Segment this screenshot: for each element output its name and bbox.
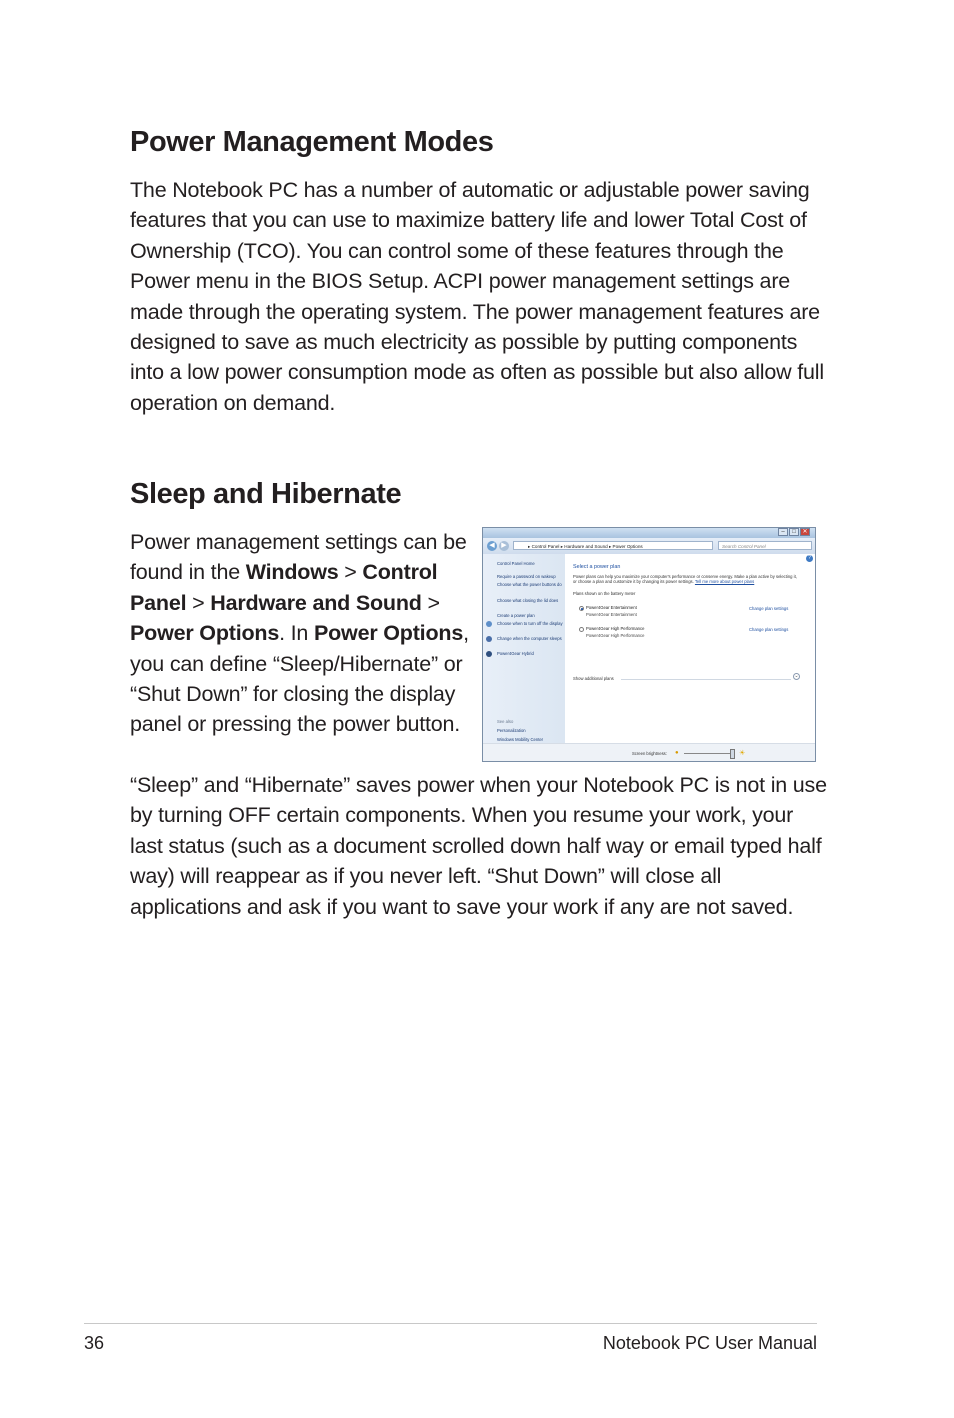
minimize-button[interactable]: – — [778, 528, 788, 536]
path-power-options: Power Options — [130, 621, 280, 646]
path-hardware-sound: Hardware and Sound — [210, 590, 422, 615]
sidebar-item-require-password[interactable]: Require a password on wakeup — [497, 574, 556, 579]
page-title: Select a power plan — [573, 564, 621, 570]
sidebar-item-computer-sleeps[interactable]: Change when the computer sleeps — [497, 636, 562, 641]
divider — [621, 679, 791, 680]
see-also-mobility-center[interactable]: Windows Mobility Center — [497, 737, 544, 742]
change-plan-settings-link[interactable]: Change plan settings — [749, 627, 789, 632]
path-control-panel: Control Panel — [130, 560, 438, 615]
sidebar — [483, 554, 565, 762]
sidebar-item-closing-lid[interactable]: Choose what closing the lid does — [497, 598, 559, 603]
plan-desc-entertainment: Power4Gear Entertainment — [586, 612, 637, 617]
plan-desc-high-performance: Power4Gear High Performance — [586, 633, 645, 638]
back-icon[interactable]: ◀ — [487, 541, 497, 551]
show-additional-plans[interactable]: Show additional plans — [573, 676, 614, 681]
sidebar-item-turn-off-display[interactable]: Choose when to turn off the display — [497, 621, 563, 626]
sleep-intro-paragraph: Power management settings can be found in the Windows > Control Panel > Hardware and Sound > Power Options. In Power Options, you can define “Sleep/Hibernate” or “Shut Down” for closing the display panel or pressing the power button. — [130, 530, 469, 737]
sleep-hibernate-body: “Sleep” and “Hibernate” saves power when your Notebook PC is not in use by turning OFF certain components. When you resume your work, your last status (such as a document scrolled down half way or email typed half way) will reappear as if you never left. “Shut Down” will close all applications and ask if you want to save your work if any are not saved. — [130, 773, 827, 919]
main-panel — [565, 554, 816, 762]
plans-group-label: Plans shown on the battery meter — [573, 591, 636, 596]
address-bar-area — [483, 538, 815, 554]
display-icon — [486, 621, 492, 627]
plan-radio-high-performance[interactable] — [579, 627, 584, 632]
brightness-low-icon: ● — [675, 750, 679, 756]
window-titlebar — [483, 528, 815, 538]
footer-divider — [84, 1323, 817, 1324]
close-button[interactable]: ✕ — [800, 528, 810, 536]
footer-title: Notebook PC User Manual — [602, 1333, 817, 1353]
change-plan-settings-link[interactable]: Change plan settings — [749, 606, 789, 611]
brightness-bar — [483, 743, 815, 762]
plan-name-high-performance: Power4Gear High Performance — [586, 626, 645, 631]
plan-description: Power plans can help you maximize your computer's performance or conserve energy. Make a plan active by selecting it, or choose a plan and customize it by changing its power settings. Tell me more about power plans — [573, 574, 797, 584]
sleep-icon — [486, 636, 492, 642]
sidebar-item-power-buttons[interactable]: Choose what the power buttons do — [497, 582, 562, 587]
learn-more-link[interactable]: Tell me more about power plans — [694, 579, 755, 584]
search-input[interactable]: Search Control Panel — [718, 541, 812, 550]
page-number: 36 — [84, 1333, 105, 1353]
see-also-personalization[interactable]: Personalization — [497, 728, 526, 733]
sidebar-item-power4gear-hybrid[interactable]: Power4Gear Hybrid — [497, 651, 534, 656]
brightness-slider-thumb[interactable] — [730, 749, 735, 759]
forward-icon[interactable]: ▶ — [499, 541, 509, 551]
plan-name-entertainment: Power4Gear Entertainment — [586, 605, 637, 610]
brightness-slider[interactable] — [684, 753, 734, 754]
maximize-button[interactable]: □ — [789, 528, 799, 536]
section-title-power-management: Power Management Modes — [130, 126, 494, 158]
path-windows: Windows — [245, 560, 339, 585]
brightness-label: Screen brightness: — [632, 751, 667, 756]
power-options-label: Power Options — [313, 621, 464, 646]
power-options-screenshot — [482, 527, 816, 762]
help-icon[interactable]: ? — [806, 555, 813, 562]
plan-radio-entertainment[interactable] — [579, 606, 584, 611]
section-title-sleep-hibernate: Sleep and Hibernate — [130, 478, 402, 510]
sidebar-control-panel-home[interactable]: Control Panel Home — [497, 561, 535, 566]
power4gear-icon — [486, 651, 492, 657]
sidebar-item-create-plan[interactable]: Create a power plan — [497, 613, 535, 618]
brightness-high-icon: ☀ — [739, 750, 746, 757]
chevron-down-icon[interactable]: ⌄ — [794, 673, 799, 679]
power-management-body: The Notebook PC has a number of automatic or adjustable power saving features that you can use to maximize battery life and lower Total Cost of Ownership (TCO). You can control some of these features through the Power menu in the BIOS Setup. ACPI power management settings are made through the operating system. The power management features are designed to save as much electricity as possible by putting components into a low power consumption mode as often as possible but also allow full operation on demand. — [130, 178, 824, 415]
breadcrumb[interactable]: ▸ Control Panel ▸ Hardware and Sound ▸ Power Options — [513, 541, 713, 550]
see-also-label: See also — [497, 719, 514, 724]
